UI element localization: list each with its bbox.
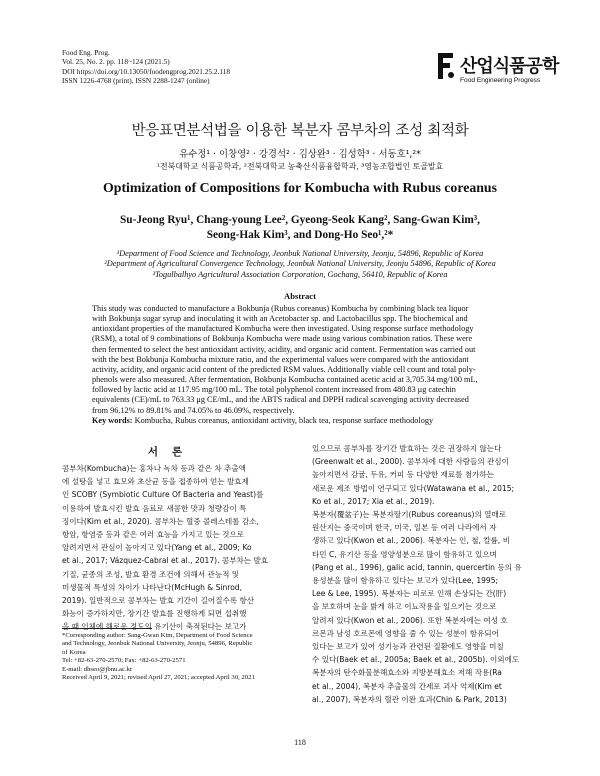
authors-english-line: Seong-Hak Kim³, and Dong-Ho Seo¹,²* bbox=[206, 228, 394, 241]
body-line: 징이다(Kim et al., 2020). 콤부차는 혈중 콜레스테롤 감소, bbox=[62, 516, 259, 526]
body-line: 을 보호하며 눈을 밝게 하고 이뇨작용을 일으키는 것으로 bbox=[312, 602, 497, 612]
abstract-line: with the best Bokbunja Kombucha mixture ratio, and the experimental values were compared with the antioxidant bbox=[92, 354, 469, 364]
body-line: 타민 C, 유기산 등을 영양성분으로 많이 함유하고 있으며 bbox=[312, 549, 497, 559]
logo-mark-icon bbox=[438, 53, 458, 79]
body-line: 용성분을 많이 함유하고 있다는 보고가 있다(Lee, 1995; bbox=[312, 576, 499, 586]
abstract-line: equivalents (CE)/mL to 763.33 μg CE/mL, and the ABTS radical and DPPH radical scavenging activity decreased bbox=[92, 395, 469, 405]
footnote-divider bbox=[62, 628, 152, 629]
journal-volume: Vol. 25, No. 2. pp. 118~124 (2021.5) bbox=[62, 57, 170, 67]
body-line: 항암, 항염증 등과 같은 여러 효능을 가지고 있는 것으로 bbox=[62, 530, 244, 540]
page-number: 118 bbox=[294, 738, 306, 747]
abstract-body bbox=[92, 304, 510, 416]
abstract-line: (RSM), a total of 9 combinations of Bokbunja Kombucha were made using various combination ratios. These were bbox=[92, 334, 473, 344]
affiliation-line: ³Togulbalhyo Agricultural Association Corporation, Gochang, 56410, Republic of Korea bbox=[152, 269, 448, 279]
body-line: 새로운 제조 방법이 연구되고 있다(Watawana et al., 2015; bbox=[312, 483, 515, 493]
logo-title-en: Food Engineering Progress bbox=[460, 77, 541, 84]
section-heading-introduction: 서론 bbox=[147, 446, 197, 458]
body-line: 수 있다(Baek et al., 2005a; Baek et al., 2005b). 이외에도 bbox=[312, 655, 520, 665]
abstract-line: This study was conducted to manufacture a Bokbunja (Rubus coreanus) Kombucha by combining black tea liquor bbox=[92, 304, 469, 313]
affiliations-english bbox=[0, 249, 600, 280]
body-line: 복분자(覆盆子)는 복분자딸기(Rubus coreanus)의 열매로 bbox=[312, 510, 507, 520]
abstract-line: antioxidant properties of the manufactured Kombucha were then investigated. Using response surface methodology bbox=[92, 324, 474, 334]
keywords-text: Kombucha, Rubus coreanus, antioxidant activity, black tea, response surface methodology bbox=[132, 416, 434, 425]
footnote-line: E-mail: dhseo@jbnu.ac.kr bbox=[62, 665, 133, 673]
footnote-line: *Corresponding author: Sang-Gwan Kim, Department of Food Science bbox=[62, 632, 253, 639]
abstract-heading: Abstract bbox=[284, 291, 316, 301]
body-line: 미생물적 특성의 차이가 나타난다(McHugh & Sinrod, bbox=[62, 582, 242, 592]
journal-issn: ISSN 1226-4768 (print), ISSN 2288-1247 (online) bbox=[62, 76, 210, 86]
body-line: 화능이 증가하지만, 장기간 발효를 진행하게 되면 섭취했 bbox=[62, 609, 247, 619]
body-line: 콤부차(Kombucha)는 홍차나 녹차 등과 같은 차 추출액 bbox=[62, 464, 246, 473]
left-column bbox=[62, 462, 287, 634]
body-line: Lee & Lee, 1995). 복분자는 피로로 인해 손상되는 간(肝) bbox=[312, 589, 507, 599]
body-line: 인 SCOBY (Symbiotic Culture Of Bacteria and Yeast)를 bbox=[62, 490, 264, 500]
affiliation-line: ¹Department of Food Science and Technology, Jeonbuk National University, Jeonju, 54896, Republic of Korea bbox=[116, 249, 484, 258]
body-line: 이용하여 발효시킨 발효 음료로 새콤한 맛과 청량감이 특 bbox=[62, 503, 247, 513]
body-line: Ko et al., 2017; Xia et al., 2019). bbox=[312, 496, 435, 506]
authors-korean: 유수정¹ · 이창영² · 강경석² · 김상완³ · 김성학³ · 서동호¹,²* bbox=[179, 149, 421, 160]
journal-header bbox=[62, 48, 230, 86]
body-line: 높아지면서 감귤, 두유, 커피 등 다양한 재료를 첨가하는 bbox=[312, 470, 494, 480]
abstract-line: phenols were also measured. After fermentation, Bokbunja Kombucha contained acetic acid at 3,705.34 mg/100 mL, bbox=[92, 375, 478, 385]
body-line: 원산지는 중국이며 한국, 미국, 일본 등 여러 나라에서 자 bbox=[312, 523, 497, 533]
affiliations-korean: ¹전북대학교 식품공학과, ²전북대학교 농축산식품융합학과, ³영농조합법인 토골발효 bbox=[156, 162, 444, 171]
body-line: 기질, 균종의 조성, 발효 환경 조건에 의해서 관능적 및 bbox=[62, 569, 240, 579]
abstract-line: followed by lactic acid at 117.95 mg/100 mL. The total polyphenol content increased from 480.83 μg catechin bbox=[92, 385, 456, 395]
keywords-label: Key words: bbox=[92, 416, 133, 425]
footnote bbox=[62, 632, 255, 682]
body-line: 있다는 보고가 있어 성기능과 관련된 질환에도 영향을 미칠 bbox=[312, 642, 504, 652]
abstract-line: from 96.12% to 89.81% and 74.05% to 46.09%, respectively. bbox=[92, 405, 295, 415]
title-korean: 반응표면분석법을 이용한 복분자 콤부차의 조성 최적화 bbox=[131, 123, 469, 139]
body-line: 알려지면서 관심이 높아지고 있다(Yang et al., 2009; Ko bbox=[62, 543, 252, 553]
body-line: 을 때 인체에 해로운 정도의 유기산이 축적된다는 보고가 bbox=[62, 622, 247, 632]
affiliation-line: ²Department of Agricultural Convergence Technology, Jeonbuk National University, Jeonju 54896, Republic of Korea bbox=[104, 259, 496, 269]
body-line: 에 설탕을 넣고 효모와 초산균 등을 접종하여 얻는 발효제 bbox=[62, 477, 249, 487]
body-line: 생하고 있다(Kwon et al., 2006). 복분자는 인, 철, 칼륨, 비 bbox=[312, 536, 510, 546]
authors-english-line: Su-Jeong Ryu¹, Chang-young Lee², Gyeong-Seok Kang², Sang-Gwan Kim³, bbox=[120, 214, 480, 226]
journal-logo bbox=[438, 53, 559, 87]
abstract-line: activity, acidity, and organic acid content of the predicted RSM values. Additionally viable cell count and total poly- bbox=[92, 364, 476, 374]
body-line: 알려져 있다(Kwon et al., 2006). 또한 복분자에는 여성 호 bbox=[312, 615, 508, 625]
footnote-line: Received April 9, 2021; revised April 27, 2021; accepted April 30, 2021 bbox=[62, 674, 255, 682]
logo-title-ko: 산업식품공학 bbox=[460, 56, 559, 77]
right-column bbox=[312, 442, 538, 706]
body-line: et al., 2004), 복분자 추출물의 간세포 괴사 억제(Kim et bbox=[312, 681, 502, 691]
body-line: 복분자의 탄수화물분해효소와 지방분해효소 저해 작용(Ra bbox=[312, 668, 502, 678]
title-english: Optimization of Compositions for Kombucha with Rubus coreanus bbox=[103, 180, 497, 195]
body-line: (Pang et al., 1996), galic acid, tannin, quercertin 등의 유 bbox=[312, 562, 522, 572]
body-line: (Greenwalt et al., 2000). 콤부차에 대한 사람들의 관심이 bbox=[312, 457, 509, 467]
abstract-line: with Bokbunja sugar syrup and inoculating it with an Acetobacter sp. and Lactobacillus spp. The biochemical and bbox=[92, 314, 468, 324]
body-line: et al., 2017; Vázquez-Cabral et al., 2017). 콤부차는 발효 bbox=[62, 556, 269, 566]
keywords bbox=[92, 416, 510, 425]
footnote-line: and Technology, Jeonbuk National University, Jeonju, 54896, Republic bbox=[62, 640, 253, 648]
body-line: 2019). 일반적으로 콤부차는 발효 기간이 길어질수록 항산 bbox=[62, 596, 255, 606]
abstract-line: then fermented to select the best antioxidant activity, acidity, and organic acid content. Fermentation was carried out bbox=[92, 344, 476, 354]
footnote-line: Tel: +82-63-270-2570; Fax: +82-63-270-2571 bbox=[62, 657, 186, 665]
journal-name: Food Eng. Prog. bbox=[62, 48, 110, 57]
journal-doi: DOI https://doi.org/10.13050/foodengprog.2021.25.2.118 bbox=[62, 66, 231, 76]
body-line: al., 2007), 복분자의 혈관 이완 효과(Chin & Park, 2013) bbox=[312, 694, 507, 704]
authors-english bbox=[0, 213, 600, 242]
body-line: 르몬과 남성 호르몬에 영향을 줄 수 있는 성분이 함유되어 bbox=[312, 628, 499, 638]
footnote-line: of Korea bbox=[62, 648, 86, 656]
body-line: 있으므로 콤부차를 장기간 발효하는 것은 권장하지 않는다 bbox=[312, 444, 502, 453]
